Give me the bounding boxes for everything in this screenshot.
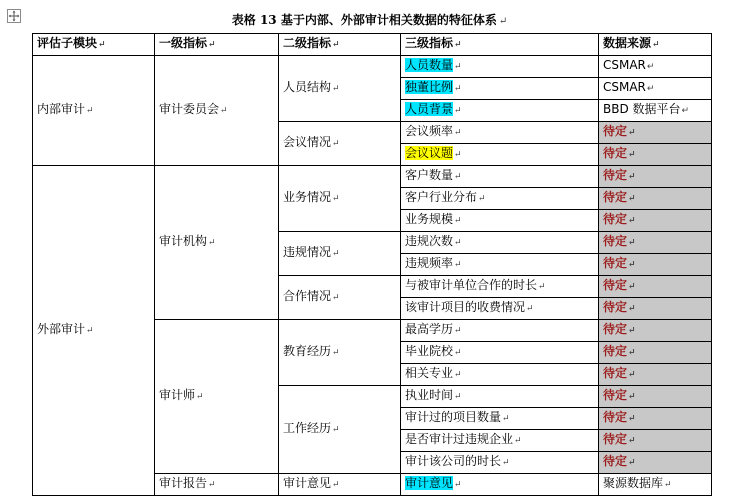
source-cell-pending: 待定↵: [599, 210, 712, 232]
table-row: [33, 166, 712, 188]
level1-agency: 审计机构↵: [155, 166, 279, 320]
level3-cell: 审计过的项目数量↵: [401, 408, 599, 430]
level3-cell: 最高学历↵: [401, 320, 599, 342]
header-cell: 三级指标↵: [401, 34, 599, 56]
level3-cell: 执业时间↵: [401, 386, 599, 408]
source-cell-pending: 待定↵: [599, 364, 712, 386]
level2-opinion: 审计意见↵: [279, 474, 401, 496]
level3-cell: 违规频率↵: [401, 254, 599, 276]
module-external: 外部审计↵: [33, 166, 155, 496]
source-cell-pending: 待定↵: [599, 430, 712, 452]
level3-cell: 审计该公司的时长↵: [401, 452, 599, 474]
level3-cell: 相关专业↵: [401, 364, 599, 386]
level2-personnel: 人员结构↵: [279, 56, 401, 122]
level3-cell: 人员数量↵: [401, 56, 599, 78]
source-cell-pending: 待定↵: [599, 320, 712, 342]
level3-cell: 客户数量↵: [401, 166, 599, 188]
paragraph-mark-icon: ↵: [498, 16, 508, 27]
table-row: [33, 56, 712, 78]
level2-meeting: 会议情况↵: [279, 122, 401, 166]
source-cell-pending: 待定↵: [599, 452, 712, 474]
source-cell-pending: 待定↵: [599, 122, 712, 144]
caption-text: 表格 13 基于内部、外部审计相关数据的特征体系: [231, 13, 497, 27]
source-cell-pending: 待定↵: [599, 144, 712, 166]
module-internal: 内部审计↵: [33, 56, 155, 166]
source-cell-pending: 待定↵: [599, 276, 712, 298]
level1-auditor: 审计师↵: [155, 320, 279, 474]
header-cell: 一级指标↵: [155, 34, 279, 56]
level3-cell: 审计意见↵: [401, 474, 599, 496]
source-cell-pending: 待定↵: [599, 166, 712, 188]
level2-work: 工作经历↵: [279, 386, 401, 474]
source-cell: BBD 数据平台↵: [599, 100, 712, 122]
source-cell-pending: 待定↵: [599, 386, 712, 408]
source-cell: CSMAR↵: [599, 78, 712, 100]
source-cell: CSMAR↵: [599, 56, 712, 78]
source-cell-pending: 待定↵: [599, 342, 712, 364]
table-caption: [0, 11, 739, 28]
level3-cell: 毕业院校↵: [401, 342, 599, 364]
level3-cell: 与被审计单位合作的时长↵: [401, 276, 599, 298]
level3-cell: 该审计项目的收费情况↵: [401, 298, 599, 320]
table-header-row: [33, 34, 712, 56]
level2-cooperation: 合作情况↵: [279, 276, 401, 320]
source-cell: 聚源数据库↵: [599, 474, 712, 496]
level3-cell: 是否审计过违规企业↵: [401, 430, 599, 452]
level3-cell: 独董比例↵: [401, 78, 599, 100]
level2-education: 教育经历↵: [279, 320, 401, 386]
level3-cell: 违规次数↵: [401, 232, 599, 254]
source-cell-pending: 待定↵: [599, 408, 712, 430]
level3-cell: 人员背景↵: [401, 100, 599, 122]
level3-cell: 会议频率↵: [401, 122, 599, 144]
level1-report: 审计报告↵: [155, 474, 279, 496]
level1-committee: 审计委员会↵: [155, 56, 279, 166]
header-cell: 数据来源↵: [599, 34, 712, 56]
source-cell-pending: 待定↵: [599, 298, 712, 320]
level2-violation: 违规情况↵: [279, 232, 401, 276]
level3-cell: 客户行业分布↵: [401, 188, 599, 210]
source-cell-pending: 待定↵: [599, 188, 712, 210]
source-cell-pending: 待定↵: [599, 232, 712, 254]
level3-cell: 业务规模↵: [401, 210, 599, 232]
feature-table: [32, 33, 712, 496]
header-cell: 二级指标↵: [279, 34, 401, 56]
level2-business: 业务情况↵: [279, 166, 401, 232]
header-cell: 评估子模块↵: [33, 34, 155, 56]
level3-cell: 会议议题↵: [401, 144, 599, 166]
source-cell-pending: 待定↵: [599, 254, 712, 276]
